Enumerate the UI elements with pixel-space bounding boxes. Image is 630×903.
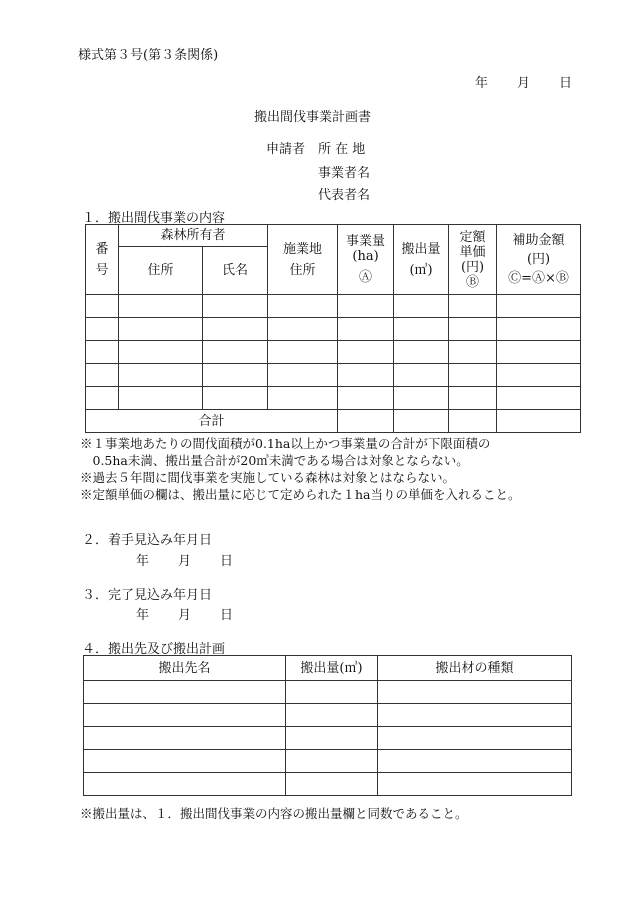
unit-price-cell[interactable] <box>449 341 497 364</box>
total-row <box>86 410 581 433</box>
header-output-volume: 搬出量(㎥) <box>286 656 378 681</box>
destination-cell[interactable] <box>84 704 286 727</box>
subsidy-cell[interactable] <box>497 387 581 410</box>
representative-label: 代表者名 <box>318 188 371 203</box>
total-output-cell[interactable] <box>394 410 449 433</box>
destination-cell[interactable] <box>84 727 286 750</box>
total-label: 合計 <box>86 410 338 433</box>
project-content-table <box>85 224 581 433</box>
number-cell[interactable] <box>86 341 119 364</box>
owner-name-cell[interactable] <box>203 364 268 387</box>
note-line-1: ※１事業地あたりの間伐面積が0.1ha以上かつ事業量の合計が下限面積の <box>80 436 491 451</box>
site-address-cell[interactable] <box>268 318 338 341</box>
destination-cell[interactable] <box>84 681 286 704</box>
owner-address-cell[interactable] <box>119 295 203 318</box>
table-row <box>86 341 581 364</box>
table-row <box>84 681 572 704</box>
total-volume-cell[interactable] <box>338 410 394 433</box>
timber-type-cell[interactable] <box>378 727 572 750</box>
subsidy-cell[interactable] <box>497 295 581 318</box>
total-unit-price-cell[interactable] <box>449 410 497 433</box>
header-destination: 搬出先名 <box>84 656 286 681</box>
destination-cell[interactable] <box>84 750 286 773</box>
form-number: 様式第３号(第３条関係) <box>78 48 219 63</box>
end-date: 年 月 日 <box>136 608 235 623</box>
volume-cell[interactable] <box>338 318 394 341</box>
output-cell[interactable] <box>394 341 449 364</box>
table-row <box>86 364 581 387</box>
output-volume-cell[interactable] <box>286 681 378 704</box>
table-row <box>86 318 581 341</box>
start-date: 年 月 日 <box>136 554 235 569</box>
header-forest-owner: 森林所有者 <box>119 225 268 247</box>
site-address-cell[interactable] <box>268 364 338 387</box>
timber-type-cell[interactable] <box>378 681 572 704</box>
header-project-volume: 事業量 (ha) Ⓐ <box>338 225 394 295</box>
header-site-address: 施業地 住所 <box>268 225 338 295</box>
table-row <box>84 773 572 796</box>
output-volume-cell[interactable] <box>286 773 378 796</box>
volume-cell[interactable] <box>338 295 394 318</box>
output-cell[interactable] <box>394 364 449 387</box>
note-line-3: ※過去５年間に間伐事業を実施している森林は対象とはならない。 <box>80 470 456 485</box>
header-number: 番 号 <box>86 225 119 295</box>
document-title: 搬出間伐事業計画書 <box>254 110 372 125</box>
note-line-2: 0.5ha未満、搬出量合計が20㎥未満である場合は対象とならない。 <box>80 453 469 468</box>
owner-address-cell[interactable] <box>119 364 203 387</box>
number-cell[interactable] <box>86 387 119 410</box>
section4-heading: ４．搬出先及び搬出計画 <box>82 642 226 657</box>
table-row <box>84 704 572 727</box>
address-label: 所 在 地 <box>318 142 366 157</box>
subsidy-cell[interactable] <box>497 364 581 387</box>
date-line: 年 月 日 <box>475 76 574 91</box>
header-timber-type: 搬出材の種類 <box>378 656 572 681</box>
section2-heading: ２．着手見込み年月日 <box>82 533 213 548</box>
table-row <box>86 387 581 410</box>
site-address-cell[interactable] <box>268 341 338 364</box>
owner-name-cell[interactable] <box>203 318 268 341</box>
output-volume-cell[interactable] <box>286 727 378 750</box>
timber-type-cell[interactable] <box>378 773 572 796</box>
destination-cell[interactable] <box>84 773 286 796</box>
volume-cell[interactable] <box>338 364 394 387</box>
output-cell[interactable] <box>394 318 449 341</box>
output-volume-cell[interactable] <box>286 750 378 773</box>
number-cell[interactable] <box>86 318 119 341</box>
output-cell[interactable] <box>394 295 449 318</box>
output-volume-cell[interactable] <box>286 704 378 727</box>
transport-plan-table <box>83 655 572 796</box>
header-owner-name: 氏名 <box>203 247 268 295</box>
unit-price-cell[interactable] <box>449 364 497 387</box>
subsidy-cell[interactable] <box>497 341 581 364</box>
table-row <box>84 727 572 750</box>
business-name-label: 事業者名 <box>318 166 371 181</box>
applicant-label: 申請者 <box>266 142 306 157</box>
unit-price-cell[interactable] <box>449 295 497 318</box>
timber-type-cell[interactable] <box>378 704 572 727</box>
owner-name-cell[interactable] <box>203 341 268 364</box>
table-row <box>86 295 581 318</box>
owner-name-cell[interactable] <box>203 387 268 410</box>
site-address-cell[interactable] <box>268 387 338 410</box>
timber-type-cell[interactable] <box>378 750 572 773</box>
header-subsidy-amount: 補助金額 (円) Ⓒ=Ⓐ×Ⓑ <box>497 225 581 295</box>
note-line-4: ※定額単価の欄は、搬出量に応じて定められた１ha当りの単価を入れること。 <box>80 487 521 502</box>
header-output: 搬出量 (㎥) <box>394 225 449 295</box>
volume-cell[interactable] <box>338 387 394 410</box>
total-subsidy-cell[interactable] <box>497 410 581 433</box>
site-address-cell[interactable] <box>268 295 338 318</box>
number-cell[interactable] <box>86 295 119 318</box>
section1-heading: １．搬出間伐事業の内容 <box>82 211 226 226</box>
subsidy-cell[interactable] <box>497 318 581 341</box>
section4-note: ※搬出量は、１．搬出間伐事業の内容の搬出量欄と同数であること。 <box>80 806 468 821</box>
owner-address-cell[interactable] <box>119 318 203 341</box>
number-cell[interactable] <box>86 364 119 387</box>
owner-name-cell[interactable] <box>203 295 268 318</box>
volume-cell[interactable] <box>338 341 394 364</box>
unit-price-cell[interactable] <box>449 387 497 410</box>
header-owner-address: 住所 <box>119 247 203 295</box>
section3-heading: ３．完了見込み年月日 <box>82 588 213 603</box>
unit-price-cell[interactable] <box>449 318 497 341</box>
owner-address-cell[interactable] <box>119 387 203 410</box>
table-row <box>84 750 572 773</box>
owner-address-cell[interactable] <box>119 341 203 364</box>
header-unit-price: 定額 単価 (円) Ⓑ <box>449 225 497 295</box>
output-cell[interactable] <box>394 387 449 410</box>
